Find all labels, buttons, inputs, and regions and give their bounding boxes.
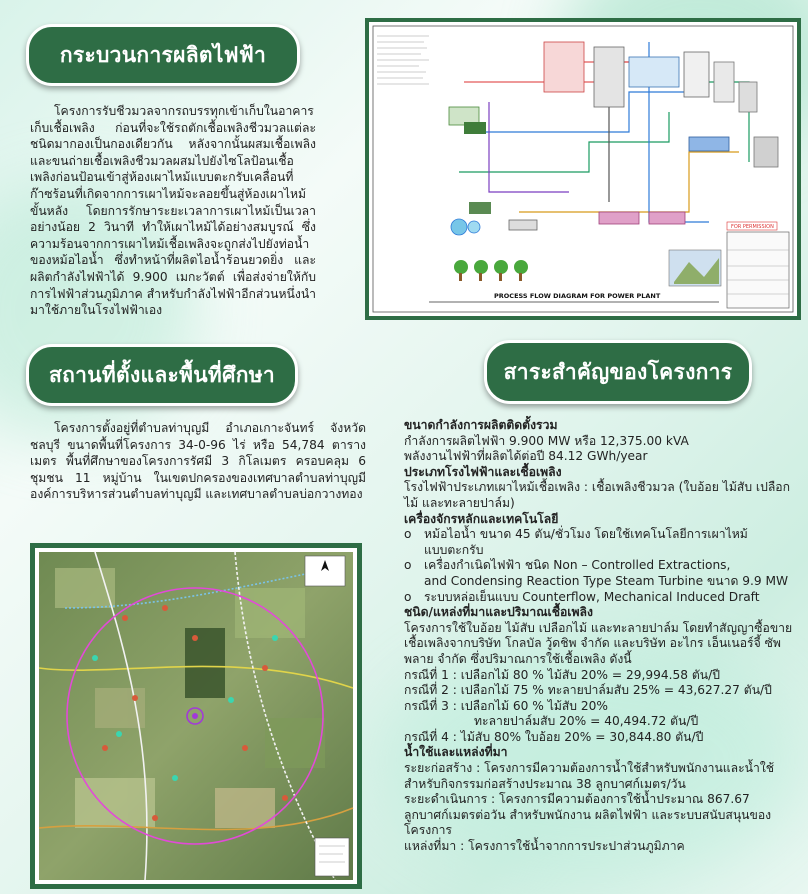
summary-heading: สาระสำคัญของโครงการ [484, 340, 752, 404]
machinery-title: เครื่องจักรหลักและเทคโนโลยี [404, 511, 559, 526]
fuel-case: กรณีที่ 2 : เปลือกไม้ 75 % ทะลายปาล์มสับ 25% = 43,627.27 ตัน/ปี [404, 683, 772, 698]
location-heading: สถานที่ตั้งและพื้นที่ศึกษา [26, 344, 298, 406]
fuel-line: พลาย จำกัด ซึ่งปริมาณการใช้เชื้อเพลิง ดังนี้ [404, 651, 632, 666]
water-line: แหล่งที่มา : โครงการใช้น้ำจากการประปาส่วนภูมิภาค [404, 839, 685, 854]
summary-content [404, 418, 804, 855]
fuel-case: กรณีที่ 3 : เปลือกไม้ 60 % ไม้สับ 20% [404, 698, 608, 713]
process-flow-drawing [369, 22, 797, 316]
machinery-item [404, 590, 804, 606]
type-line: โรงไฟฟ้าประเภทเผาไหม้เชื้อเพลิง : เชื้อเพลิงชีวมวล (ใบอ้อย ไม้สับ เปลือก [404, 480, 791, 495]
fuel-case: กรณีที่ 1 : เปลือกไม้ 80 % ไม้สับ 20% = 29,994.58 ตัน/ปี [404, 667, 720, 682]
fuel-line: โครงการใช้ใบอ้อย ไม้สับ เปลือกไม้ และทะลายปาล์ม โดยทำสัญญาซื้อขาย [404, 620, 793, 635]
location-paragraph [30, 420, 366, 503]
type-line: ไม้ และทะลายปาล์ม) [404, 495, 515, 510]
bullet-icon: o [404, 527, 412, 542]
diagram-title: PROCESS FLOW DIAGRAM FOR POWER PLANT [494, 292, 661, 300]
fuel-case-cont: ทะลายปาล์มสับ 20% = 40,494.72 ตัน/ปี [474, 714, 699, 729]
water-line: โครงการ [404, 823, 452, 838]
water-line: สำหรับกิจกรรมก่อสร้างประมาณ 38 ลูกบาศก์เมตร/วัน [404, 776, 686, 791]
capacity-title: ขนาดกำลังการผลิตติดตั้งรวม [404, 418, 558, 432]
diagram-stamp: FOR PERMISSION [731, 224, 774, 230]
process-heading: กระบวนการผลิตไฟฟ้า [26, 24, 300, 86]
fuel-case: กรณีที่ 4 : ไม้สับ 80% ใบอ้อย 20% = 30,844.80 ตัน/ปี [404, 729, 704, 744]
type-title: ประเภทโรงไฟฟ้าและเชื้อเพลิง [404, 464, 562, 479]
machinery-item [404, 527, 804, 543]
machinery-item [404, 558, 804, 574]
machinery-item-text: ระบบหล่อเย็นแบบ Counterflow, Mechanical Induced Draft [424, 589, 760, 604]
fuel-title: ชนิด/แหล่งที่มาและปริมาณเชื้อเพลิง [404, 605, 593, 620]
machinery-item-text: เครื่องกำเนิดไฟฟ้า ชนิด Non – Controlled Extractions, [424, 558, 731, 573]
process-paragraph-text: โครงการรับชีวมวลจากรถบรรทุกเข้าเก็บในอาคารเก็บเชื้อเพลิง ก่อนที่จะใช้รถตักเชื้อเพลิงชีวมวลแต่ละชนิดมากองเป็นกองเดียวกัน หลังจากนั้นผสมเชื้อเพลิง และขนถ่ายเชื้อเพลิงชีวมวลผสมไปยังไซโลป้อนเชื้อเพลิงก่อนป้อนเข้าสู่ห้องเผาไหม้แบบตะกรับเคลื่อนที่ ก๊าซร้อนที่เกิดจากการเผาไหม้จะลอยขึ้นสู่ห้องเผาไหม้ขั้นหลัง โดยการรักษาระยะเวลาการเผาไหม้เป็นเวลาอย่างน้อย 2 วินาที ทำให้เผาไหม้ได้อย่างสมบูรณ์ ซึ่งความร้อนจากการเผาไหม้เชื้อเพลิงจะถูกส่งไปยังท่อน้ำของหม้อไอน้ำ ซึ่งทำหน้าที่ผลิตไอน้ำร้อนยวดยิ่ง และผลิตกำลังไฟฟ้าได้ 9.900 เมกะวัตต์ เพื่อส่งจ่ายให้กับการไฟฟ้าส่วนภูมิภาค สำหรับกำลังไฟฟ้าอีกส่วนหนึ่งนำมาใช้ภายในโรงไฟฟ้าเอง [30, 104, 316, 318]
water-line: ระยะดำเนินการ : โครงการมีความต้องการใช้น้ำประมาณ 867.67 [404, 792, 750, 807]
location-paragraph-text: โครงการตั้งอยู่ที่ตำบลท่าบุญมี อำเภอเกาะจันทร์ จังหวัดชลบุรี ขนาดพื้นที่โครงการ 34-0-96 ไร่ หรือ 54,784 ตารางเมตร พื้นที่ศึกษาของโครงการรัศมี 3 กิโลเมตร ครอบคลุม 6 ชุมชน 11 หมู่บ้าน ในเขตปกครองของเทศบาลตำบลท่าบุญมี องค์การบริหารส่วนตำบลท่าบุญมี และเทศบาลตำบลบ่อกวางทอง [30, 421, 366, 502]
machinery-item-cont: แบบตะกรับ [424, 542, 484, 557]
process-flow-diagram [365, 18, 801, 320]
process-paragraph [30, 103, 316, 319]
water-line: ระยะก่อสร้าง : โครงการมีความต้องการน้ำใช้สำหรับพนักงานและน้ำใช้ [404, 761, 775, 776]
capacity-line: พลังงานไฟฟ้าที่ผลิตได้ต่อปี 84.12 GWh/year [404, 449, 648, 464]
bullet-icon: o [404, 589, 412, 604]
water-line: ลูกบาศก์เมตรต่อวัน สำหรับพนักงาน ผลิตไฟฟ้า และระบบสนับสนุนของ [404, 807, 772, 822]
machinery-item-text: หม้อไอน้ำ ขนาด 45 ตัน/ชั่วโมง โดยใช้เทคโนโลยีการเผาไหม้ [424, 527, 748, 542]
bullet-icon: o [404, 558, 412, 573]
fuel-line: เชื้อเพลิงจากบริษัท โกลบัล วู้ดชิพ จำกัด และบริษัท อะไกร เอ็นเนอร์จี้ ซัพ [404, 636, 781, 651]
study-area-map [30, 543, 362, 889]
water-title: น้ำใช้และแหล่งที่มา [404, 745, 508, 760]
machinery-item-cont: and Condensing Reaction Type Steam Turbine ขนาด 9.9 MW [424, 573, 789, 588]
map-drawing [35, 548, 357, 884]
capacity-line: กำลังการผลิตไฟฟ้า 9.900 MW หรือ 12,375.00 kVA [404, 433, 689, 448]
